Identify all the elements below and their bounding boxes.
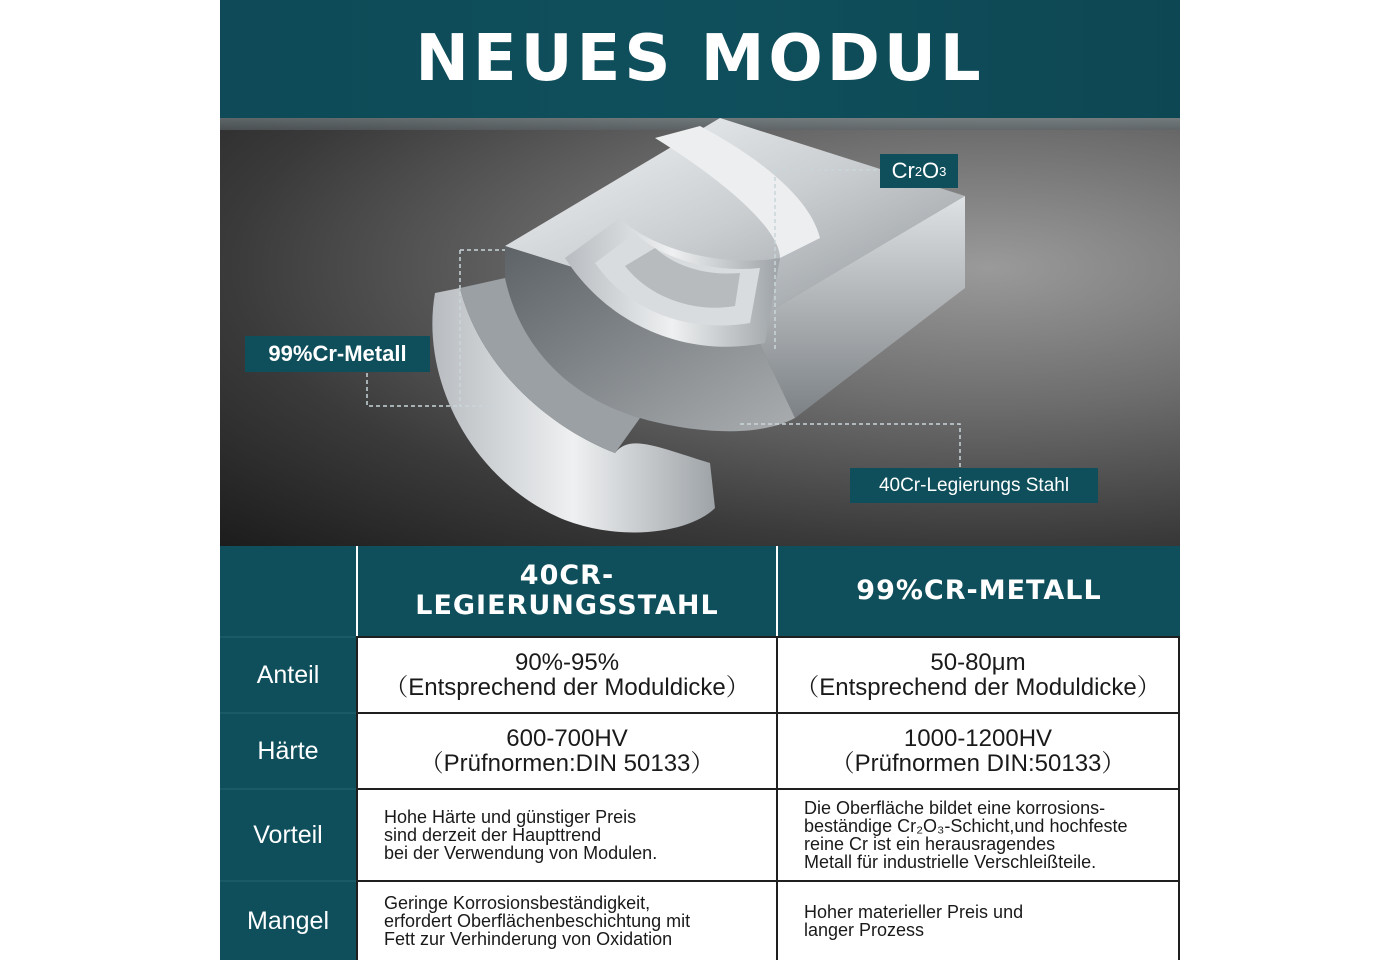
label-cr2o3-o: O xyxy=(922,158,940,183)
table-header-40cr-line1: 40CR- xyxy=(519,560,615,591)
row-label-anteil: Anteil xyxy=(220,636,356,712)
cell-vorteil-99cr xyxy=(776,788,1180,880)
cell-mangel-40cr-line3: Fett zur Verhinderung von Oxidation xyxy=(384,929,673,949)
cell-anteil-40cr xyxy=(356,636,776,712)
cell-haerte-40cr xyxy=(356,712,776,788)
cell-anteil-99cr xyxy=(776,636,1180,712)
label-cr2o3-cr: Cr xyxy=(891,158,915,183)
cell-haerte-40cr-line1: 600-700HV xyxy=(506,725,628,752)
page-title: NEUES MODUL xyxy=(415,22,985,96)
label-cr2o3-sub1: 2 xyxy=(914,163,923,179)
cell-mangel-99cr-line1: Hoher materieller Preis und xyxy=(804,902,1024,922)
cell-mangel-99cr-line2: langer Prozess xyxy=(804,920,925,940)
cell-mangel-99cr xyxy=(776,880,1180,960)
cell-vorteil-40cr-line2: sind derzeit der Haupttrend xyxy=(384,825,602,845)
table-row-vorteil xyxy=(220,788,1180,880)
cell-mangel-40cr-line2: erfordert Oberflächenbeschichtung mit xyxy=(384,911,691,931)
row-label-vorteil: Vorteil xyxy=(220,788,356,880)
cell-anteil-40cr-line1: 90%-95% xyxy=(514,649,620,676)
cell-vorteil-40cr xyxy=(356,788,776,880)
cell-vorteil-40cr-line3: bei der Verwendung von Modulen. xyxy=(384,843,658,863)
label-cr2o3 xyxy=(880,154,958,188)
table-row-anteil xyxy=(220,636,1180,712)
cell-anteil-99cr-line1: 50-80μm xyxy=(930,649,1026,676)
table-header-40cr xyxy=(356,546,776,636)
cell-haerte-40cr-line2: （Prüfnormen:DIN 50133） xyxy=(419,750,715,777)
product-image xyxy=(220,118,1180,546)
label-40cr-steel: 40Cr-Legierungs Stahl xyxy=(850,468,1098,503)
cell-anteil-40cr-line2: （Entsprechend der Moduldicke） xyxy=(384,674,750,701)
table-row-haerte xyxy=(220,712,1180,788)
cell-haerte-99cr-line2: （Prüfnormen DIN:50133） xyxy=(830,750,1126,777)
cell-haerte-99cr-line1: 1000-1200HV xyxy=(903,725,1053,752)
comparison-table xyxy=(220,546,1180,960)
cell-vorteil-40cr-line1: Hohe Härte und günstiger Preis xyxy=(384,807,637,827)
product-infographic xyxy=(220,0,1180,960)
cell-vorteil-99cr-line4: Metall für industrielle Verschleißteile. xyxy=(804,852,1097,872)
cell-anteil-99cr-line2: （Entsprechend der Moduldicke） xyxy=(795,674,1161,701)
cell-vorteil-99cr-line3: reine Cr ist ein herausragendes xyxy=(804,834,1056,854)
label-99cr-metal: 99%Cr-Metall xyxy=(245,336,430,372)
table-header-99cr-text: 99%CR-METALL xyxy=(856,575,1102,606)
table-header-99cr xyxy=(776,546,1180,636)
header-banner xyxy=(220,0,1180,118)
leader-steel xyxy=(740,424,960,468)
table-header-40cr-line2: LEGIERUNGSSTAHL xyxy=(415,590,719,621)
label-cr2o3-sub2: 3 xyxy=(939,163,947,179)
row-label-haerte: Härte xyxy=(220,712,356,788)
cell-vorteil-99cr-line1: Die Oberfläche bildet eine korrosions- xyxy=(804,798,1106,818)
cell-mangel-40cr xyxy=(356,880,776,960)
cell-vorteil-99cr-line2: beständige Cr₂O₃-Schicht,und hochfeste xyxy=(804,816,1128,836)
table-header-row xyxy=(220,546,1180,636)
table-row-mangel xyxy=(220,880,1180,960)
cell-haerte-99cr xyxy=(776,712,1180,788)
cell-mangel-40cr-line1: Geringe Korrosionsbeständigkeit, xyxy=(384,893,651,913)
table-header-empty xyxy=(220,546,356,636)
row-label-mangel: Mangel xyxy=(220,880,356,960)
